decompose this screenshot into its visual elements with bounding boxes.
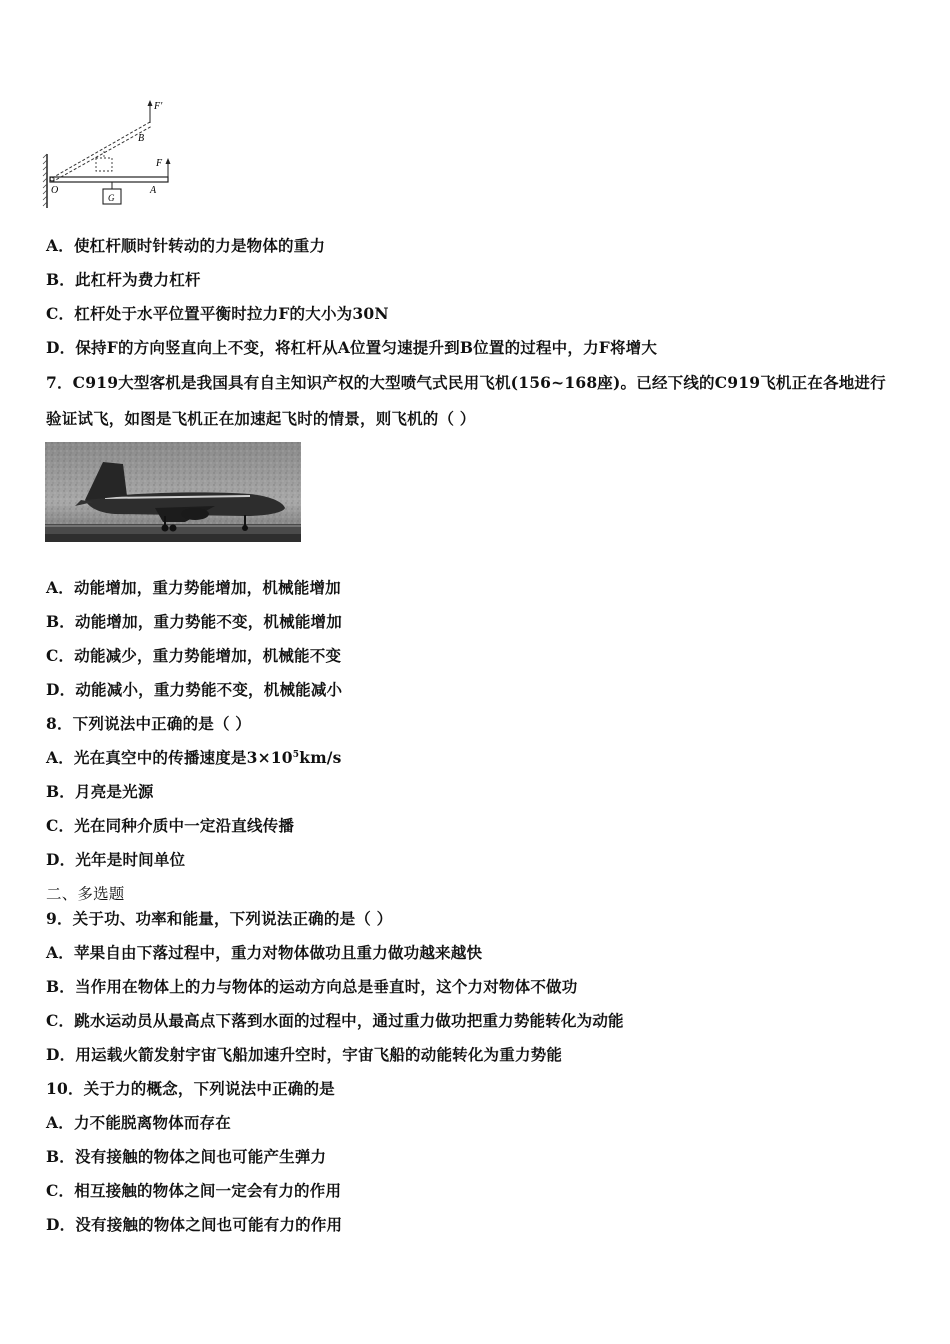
q6-option-c: C．杠杆处于水平位置平衡时拉力F的大小为30N — [46, 304, 389, 323]
q8-option-b: B．月亮是光源 — [46, 782, 154, 801]
q8-option-a: A．光在真空中的传播速度是$3\times 10^5km/s$ — [46, 748, 342, 767]
q8-option-d: D．光年是时间单位 — [46, 850, 186, 869]
label-g: G — [108, 193, 115, 203]
label-o: O — [51, 185, 59, 196]
label-b: B — [138, 133, 145, 144]
q9-option-d: D．用运载火箭发射宇宙飞船加速升空时，宇宙飞船的动能转化为重力势能 — [46, 1045, 563, 1064]
q7-option-d: D．动能减小，重力势能不变，机械能减小 — [46, 680, 343, 699]
q7-option-b: B．动能增加，重力势能不变，机械能增加 — [46, 612, 342, 631]
label-f-prime: F' — [154, 101, 163, 112]
q6-option-a: A．使杠杆顺时针转动的力是物体的重力 — [46, 236, 326, 255]
q9-option-a: A．苹果自由下落过程中，重力对物体做功且重力做功越来越快 — [46, 943, 483, 962]
q7-stem-line2: 验证试飞，如图是飞机正在加速起飞时的情景，则飞机的（ ） — [46, 409, 476, 428]
q7-option-a: A．动能增加，重力势能增加，机械能增加 — [46, 578, 341, 597]
label-f: F — [156, 158, 163, 169]
q7-stem-line1: 7．C919大型客机是我国具有自主知识产权的大型喷气式民用飞机(156~168座)。已经下线的C919飞机正在各地进行 — [46, 373, 886, 392]
q6-option-d: D．保持F的方向竖直向上不变，将杠杆从A位置匀速提升到B位置的过程中，力F将增大 — [46, 338, 658, 357]
q9-option-c: C．跳水运动员从最高点下落到水面的过程中，通过重力做功把重力势能转化为动能 — [46, 1011, 624, 1030]
q8-stem: 8．下列说法中正确的是（ ） — [46, 714, 251, 733]
airplane-takeoff-photo — [45, 442, 301, 542]
q9-stem: 9．关于功、功率和能量，下列说法正确的是（ ） — [46, 909, 393, 928]
section-multiple-choice-title: 二、多选题 — [46, 885, 125, 903]
lever-diagram — [42, 96, 177, 211]
q10-option-c: C．相互接触的物体之间一定会有力的作用 — [46, 1181, 342, 1200]
q10-option-d: D．没有接触的物体之间也可能有力的作用 — [46, 1215, 343, 1234]
q8-option-c: C．光在同种介质中一定沿直线传播 — [46, 816, 295, 835]
q6-option-b: B．此杠杆为费力杠杆 — [46, 270, 201, 289]
q7-option-c: C．动能减少，重力势能增加，机械能不变 — [46, 646, 342, 665]
q10-option-b: B．没有接触的物体之间也可能产生弹力 — [46, 1147, 327, 1166]
label-a: A — [150, 185, 157, 196]
q10-option-a: A．力不能脱离物体而存在 — [46, 1113, 231, 1132]
q9-option-b: B．当作用在物体上的力与物体的运动方向总是垂直时，这个力对物体不做功 — [46, 977, 578, 996]
q10-stem: 10．关于力的概念，下列说法中正确的是 — [46, 1079, 335, 1098]
